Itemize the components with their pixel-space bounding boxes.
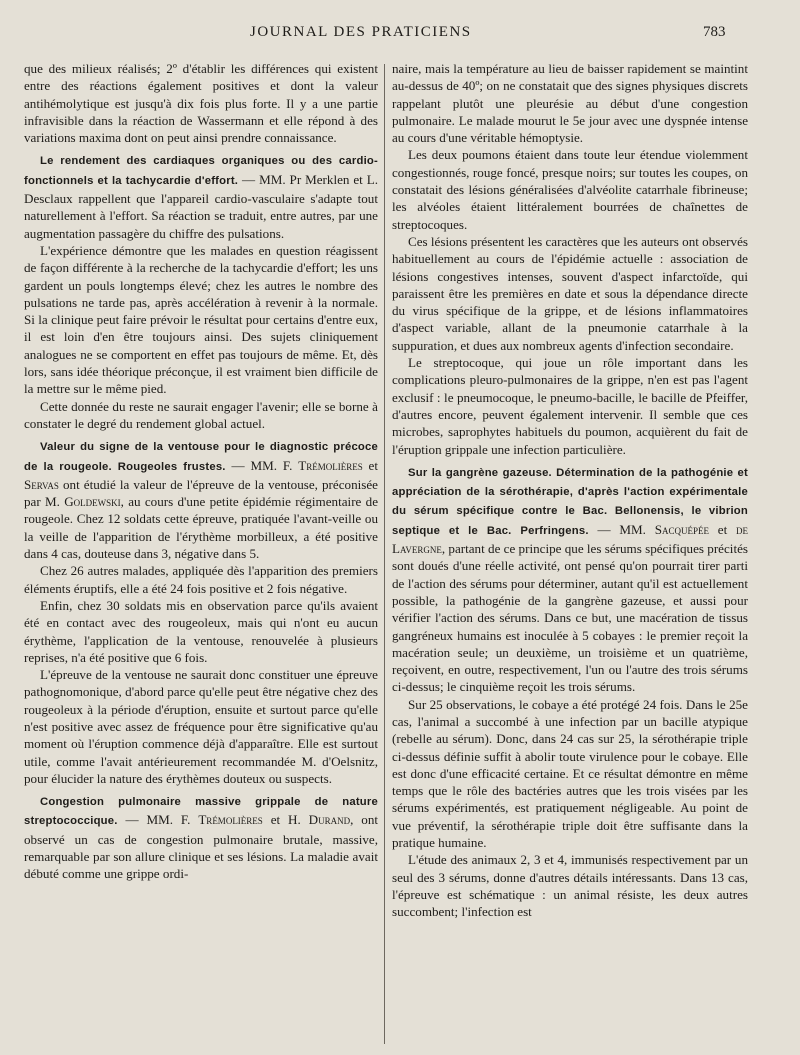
paragraph-continuation: naire, mais la température au lieu de baisser rapidement se maintint au-dessus de 40º; on ne constatait que des signes physiques discrets rappelant plutôt une pleurésie au début d'une congestion pulmonaire. Le malade mourut le 5e jour avec une dyspnée intense au cours d'une véritable hémoptysie. [392,61,748,146]
paragraph: L'étude des animaux 2, 3 et 4, immunisés respectivement par un seul des 3 sérums, donne d'autres détails intéressants. Dans 13 cas, l'épreuve est schématique : un animal résiste, les deux autres succombent; l'infection est [392,852,748,920]
section-pulmonary-congestion [24,792,378,882]
column-divider [384,64,385,1044]
section-heading: Congestion pulmonaire massive grippale de nature streptococcique. [24,796,378,828]
paragraph: Ces lésions présentent les caractères que les auteurs ont observés habituellement au cours de l'épidémie actuelle : association de lésions congestives intenses, souvent d'aspect infarctoïde, qui paraissent être les premières en date et sous la dépendance directe du virus spécifique de la grippe, et de lésions inflammatoires d'aspect variable, allant de la pneumonie catarrhale à la suppuration, et dues aux nombreux agents d'infection secondaire. [392,233,748,353]
paragraph: Le streptocoque, qui joue un rôle important dans les complications pleuro-pulmonaires de la grippe, n'en est pas l'agent exclusif : le pneumocoque, le pneumo-bacille, le bacille de Pfeiffer, d'autres encore, peuvent également intervenir. Il semble que ces microbes, saprophytes habituels du poumon, acquièrent du fait de l'éruption grippale une infection particulière. [392,355,748,457]
section-text: ont étudié la valeur de l'épreuve de la ventouse, préconisée par M. [24,476,378,510]
section-heading: Valeur du signe de la ventouse pour le diagnostic précoce de la rougeole. Rougeoles frustes. [24,441,378,473]
section-text: et [362,457,378,473]
paragraph: L'épreuve de la ventouse ne saurait donc constituer une épreuve pathognomonique, d'abord parce qu'elle peut être négative chez des rougeoleux à la période d'éruption, ensuite et surtout parce qu'elle n'est positive avec assez de fréquence pour être significative qu'au moment où l'éruption commence déjà d'apparaître. Elle est surtout utile, comme l'avait antérieurement recommandée M. d'Oelsnitz, pour élucider la nature des érythèmes douteux ou suspects. [24,667,378,786]
section-cardiac-output [24,151,378,241]
paragraph: L'expérience démontre que les malades en question réagissent de façon différente à la recherche de la tachycardie d'effort; les uns gardent un pouls longtemps élevé; chez les autres le nombre des pulsations ne tarde pas, après accélération à revenir à la normale. Si la clinique peut faire prévoir le résultat pour certains d'entre eux, il est loin d'en être toujours ainsi. Des sujets cliniquement analogues ne se comportent en effet pas toujours de même. Et, dès lors, sans idée théorique préconçue, il est vraiment bien difficile de la mettre sur le même pied. [24,242,378,397]
section-heading: Sur la gangrène gazeuse. Détermination de la pathogénie et appréciation de la sérothérapie, d'après l'action expérimentale du sérum spécifique contre le Bac. Bellonensis, le vibrion septique et le Bac. Perfringens. [392,466,748,537]
section-text: — MM. F. [225,457,299,473]
right-column [392,60,748,921]
section-text: — MM. F. [117,812,199,828]
section-text: , ont observé un cas de congestion pulmonaire brutale, massive, remarquable par son allure clinique et ses lésions. La maladie avait débuté comme une grippe ordi- [24,812,378,882]
running-title: JOURNAL DES PRATICIENS [250,24,472,40]
page-header [0,14,800,54]
author-name: Trémolières [298,457,363,473]
left-column [24,60,378,883]
section-text: — MM. Pr Merklen et L. Desclaux rappellent que l'appareil cardio-vasculaire s'adapte tout naturellement à l'effort. Sa réaction se traduit, entre autres, par une augmentation passagère du chiffre des pulsations. [24,171,379,241]
paragraph: Sur 25 observations, le cobaye a été protégé 24 fois. Dans le 25e cas, l'animal a succombé à une infection par un bacille atypique (rebelle au sérum). Donc, dans 24 cas sur 25, la sérothérapie triple ci-dessus définie suffit à abolir toute virulence pour le cobaye. Elle est donc d'une efficacité certaine. Et ce résultat démontre en même temps que le rôle des bactéries autres que les trois visées par les sérums expérimentés, est pratiquement négligeable. Au point de vue préventif, la sérothérapie triple doit être suffisante dans la pratique humaine. [392,696,748,851]
page-number: 783 [703,24,726,40]
paragraph: Cette donnée du reste ne saurait engager l'avenir; elle se borne à constater le degré du rendement global actuel. [24,398,378,431]
section-text: — MM. [588,521,655,537]
paragraph: Chez 26 autres malades, appliquée dès l'apparition des premiers éléments éruptifs, elle a été 24 fois positive et 2 fois négative. [24,563,378,596]
paragraph: Enfin, chez 30 soldats mis en observation parce qu'ils avaient été en contact avec des rougeoleux, mais qui n'ont eu aucun érythème, l'application de la ventouse, renouvelée à plusieurs reprises, n'a été positive que 6 fois. [24,597,378,665]
author-name: Sacquépée [654,521,709,537]
section-heading: Le rendement des cardiaques organiques ou des cardio-fonctionnels et la tachycardie d'effort. [24,155,378,187]
section-text: et [708,521,736,537]
section-text: et H. [262,812,309,828]
section-measles-sign [24,437,378,562]
paragraph-continuation: que des milieux réalisés; 2º d'établir les différences qui existent entre des réactions également positives et dont la valeur antihémolytique est jusqu'à dix fois plus forte. Il y a une partie infravisible dans la réaction de Wassermann et elle répond à des variations maxima dont on peut ainsi prendre connaissance. [24,61,378,146]
author-name: Trémolières [198,812,263,828]
author-name: de Lavergne [392,521,748,557]
author-name: Goldewski [64,494,121,510]
section-gas-gangrene [392,463,748,696]
author-name: Durand [308,812,351,828]
paragraph: Les deux poumons étaient dans toute leur étendue violemment congestionnés, rouge foncé, presque noirs; sur toutes les coupes, on constatait des lésions généralisées d'alvéolite catarrhale fibrineuse; les alvéoles étaient littéralement bourrées de chaînettes de streptocoques. [392,147,748,232]
section-text: , partant de ce principe que les sérums spécifiques précités sont doués d'une réelle activité, ont pensé qu'on pourrait tirer parti de l'action des sérums pour déterminer, autant qu'il est actuellement possible, la pathogénie de la gangrène gazeuse, et aussi pour vérifier l'action des sérums. Dans ce but, une macération de tissus gangréneux humains est inoculée à 5 cobayes : le premier reçoit la macération seule; un deuxième, un troisième et un quatrième, reçoivent, en outre, respectivement, l'un ou l'autre des trois sérums ci-dessus; le cinquième reçoit les trois sérums. [392,541,748,695]
section-text: , au cours d'une petite épidémie régimentaire de rougeole. Chez 12 soldats cette épreuve, pratiquée l'avant-veille ou la veille de l'apparition de l'érythème morbilleux, a été positive dans 4 cas, douteuse dans 3, négative dans 5. [24,494,379,562]
author-name: Servas [24,476,59,492]
